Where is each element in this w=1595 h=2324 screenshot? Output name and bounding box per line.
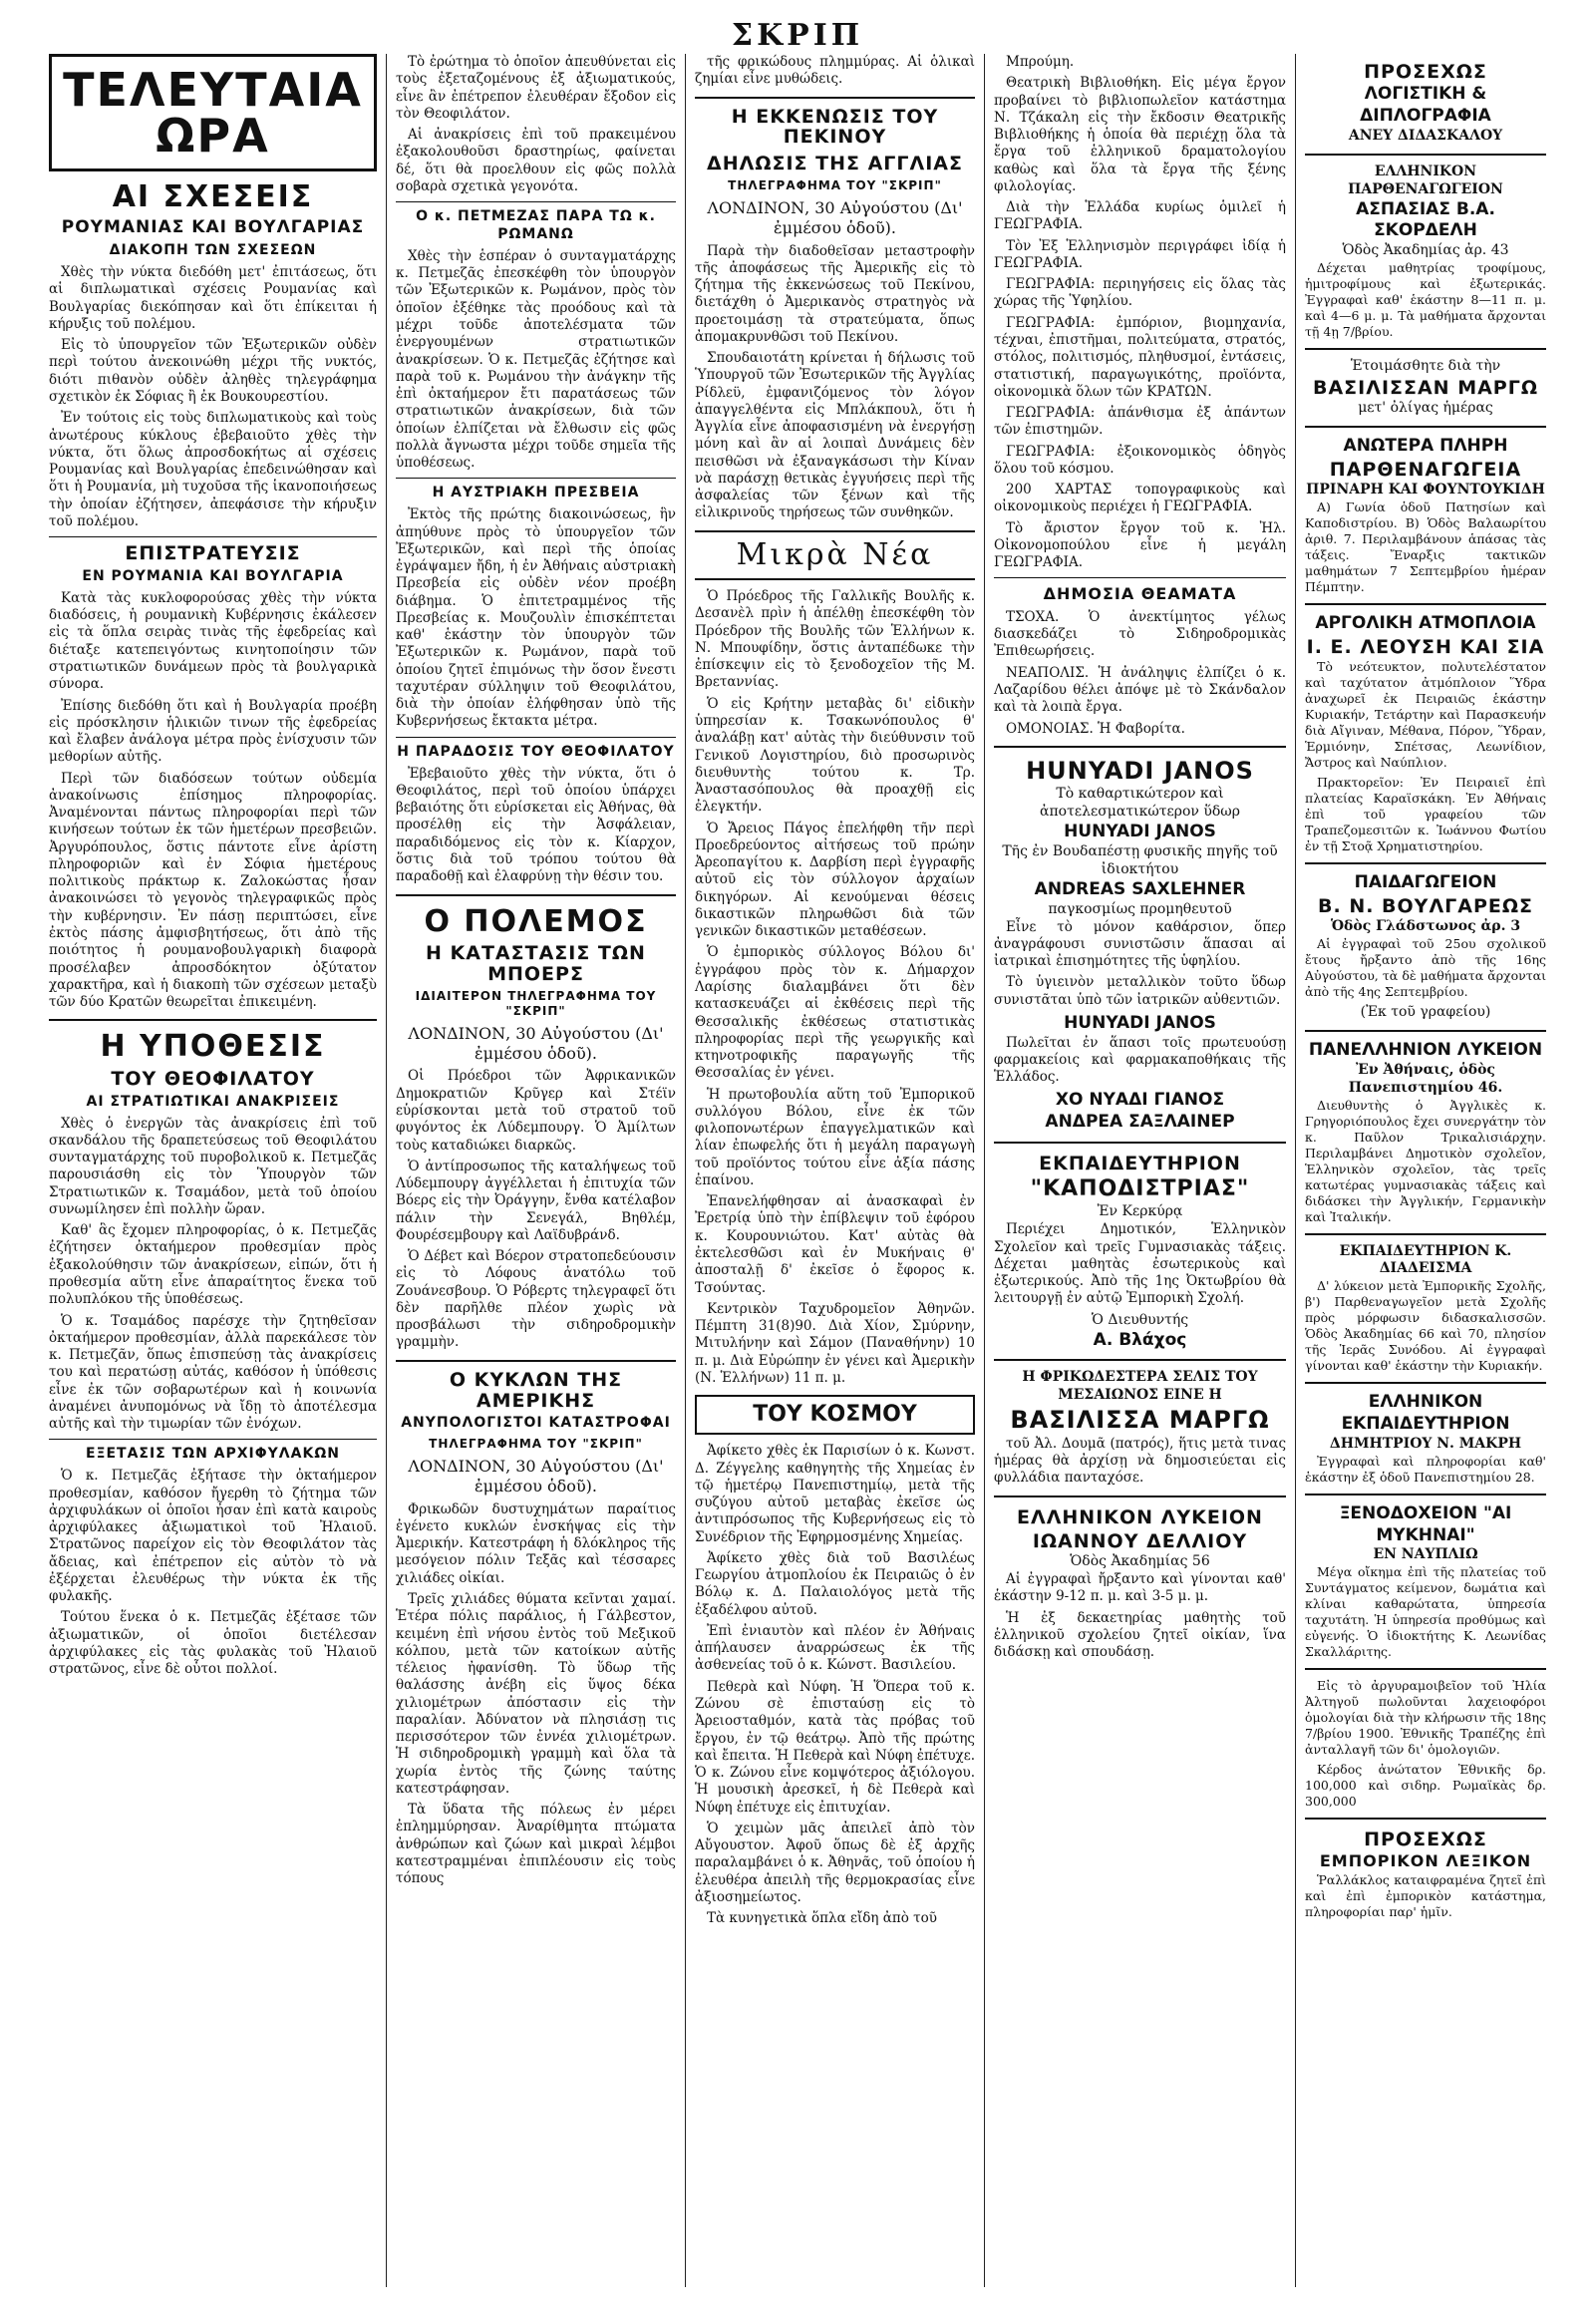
subhead-telegram: ΙΔΙΑΙΤΕΡΟΝ ΤΗΛΕΓΡΑΦΗΜΑ ΤΟΥ "ΣΚΡΙΠ" [415, 988, 657, 1019]
article-paragraph: Ὁ Δέβετ καὶ Βόερον στρατοπεδεύουσιν εἰς τὸ Λόφους ἀνατόλω τοῦ Ζουάνεσβουρ. Ὁ Ρόβερτς τηλεγραφεῖ ὅτι δὲν παρῆλθε πλέον χωρὶς νὰ προσβάλωσι τὴν σιδηροδρομικὴν γραμμὴν. [396, 1248, 676, 1351]
divider [1305, 862, 1546, 864]
divider [396, 894, 676, 896]
article-paragraph: Τὰ ὕδατα τῆς πόλεως ἐν μέρει ἐπλημμύρησαν. Ἀναρίθμητα πτώματα ἀνθρώπων καὶ ζώων καὶ μικραὶ λέμβοι κατεστραμμέναι ἐπιπλέουσιν εἰς τοὺς τόπους [396, 1802, 676, 1887]
ad-commercial-dictionary [1305, 1827, 1546, 1920]
article-paragraph: τῆς φρικώδους πλημμύρας. Αἱ ὁλικαὶ ζημίαι εἶνε μυθώδεις. [695, 54, 975, 88]
news-item: Ἐπανελήφθησαν αἱ ἀνασκαφαὶ ἐν Ἐρετρίᾳ ὑπὸ τὴν ἐπίβλεψιν τοῦ ἐφόρου κ. Κουρουνιώτου. Κατ' αὐτὰς θὰ ἐκτελεσθῶσι καὶ ἐν Μυκήναις θ' ἀποσταλῇ δ' ἐκεῖσε ὁ ἔφορος κ. Τσούντας. [695, 1193, 975, 1296]
headline-war: Ο ΠΟΛΕΜΟΣ [424, 903, 648, 939]
ad-title: ΠΑΙΔΑΓΩΓΕΙΟΝ [1354, 872, 1497, 893]
ad-hunyadi-janos [994, 756, 1286, 1134]
article-paragraph: Ἐκτὸς τῆς πρώτης διακοινώσεως, ἣν ἀπηύθυνε πρὸς τὸ ὑπουργεῖον τῶν Ἐξωτερικῶν, καὶ περὶ τῆς ὁποίας ἐγράψαμεν ἤδη, ἡ ἐν Ἀθήναις αὐστριακὴ Πρεσβεία εἰς οὐδὲν νέον προέβη διάβημα. Ὁ ἐπιτετραμμένος τῆς Πρεσβείας κ. Μουζουλὶν ἐπισκέπτεται καθ' ἑκάστην τὸν ὑπουργὸν τῶν Ἐξωτερικῶν κ. Ρωμάνον, παρὰ τοῦ ὁποίου ζητεῖ ἐπιμόνως τὴν ὅσον ἔνεστι ταχυτέραν σύλληψιν τοῦ Θεοφιλάτου, διὰ τὴν ὁποίαν ἐλήφθησαν ὑπὸ τῆς Κυβερνήσεως ἔκτακτα μέτρα. [396, 506, 676, 730]
ad-title: ΧΟ ΝΥΑΔΙ ΓΙΑΝΟΣ [1055, 1090, 1225, 1111]
ad-text: Ῥαλλάκλος καταιφραμένα ζητεῖ ἐπὶ καὶ ἐπὶ ἐμπορικὸν κατάστημα, πληροφορίαι παρ' ἡμῖν. [1305, 1871, 1546, 1919]
ad-text: Ἑτοιμάσθητε διὰ τὴν [1350, 357, 1501, 374]
ad-text: Η ΦΡΙΚΩΔΕΣΤΕΡΑ ΣΕΛΙΣ ΤΟΥ ΜΕΣΑΙΩΝΟΣ ΕΙΝΕ Η [1022, 1369, 1258, 1404]
subhead-catastrophes: ΑΝΥΠΟΛΟΓΙΣΤΟΙ ΚΑΤΑΣΤΡΟΦΑΙ [401, 1415, 671, 1432]
article-paragraph: Αἱ ἀνακρίσεις ἐπὶ τοῦ πρακειμένου ἐξακολουθοῦσι δραστηρίως, φαίνεται δέ, ὅτι θὰ προελθουν εἰς φῶς πολλὰ σοβαρὰ σχετικὰ γεγονότα. [396, 127, 676, 194]
ad-name: Α. Βλάχος [1093, 1329, 1187, 1350]
divider [695, 97, 975, 99]
subhead-england-declaration: ΔΗΛΩΣΙΣ ΤΗΣ ΑΓΓΛΙΑΣ [707, 153, 963, 175]
ad-title: ΒΑΣΙΛΙΣΣΑ ΜΑΡΓΩ [1010, 1406, 1270, 1435]
ad-text: Τὸ καθαρτικώτερον καὶ ἀποτελεσματικώτερον ὕδωρ [1040, 786, 1240, 821]
ad-text: Τὸ ὑγιεινὸν μεταλλικὸν τοῦτο ὕδωρ συνιστᾶται ὑπὸ τῶν ἰατρικῶν αὐθεντιῶν. [994, 974, 1286, 1008]
news-item: ΟΜΟΝΟΙΑΣ. Ἡ Φαβορίτα. [1006, 720, 1185, 737]
divider [396, 201, 676, 202]
divider [49, 536, 377, 537]
article-paragraph: Καθ' ἃς ἔχομεν πληροφορίας, ὁ κ. Πετμεζᾶς ἐζήτησεν ὀκταήμερον προθεσμίαν πρὸς ἐξακολούθησιν τῶν ἀνακρίσεων, εἰπών, ὅτι ἡ προθεσμία αὕτη εἶνε ἀπαραίτητος ἕνεκα τοῦ πολυπλόκου τῆς ὑποθέσεως. [49, 1222, 377, 1308]
subhead-examination-wardens: ΕΞΕΤΑΣΙΣ ΤΩΝ ΑΡΧΙΦΥΛΑΚΩΝ [86, 1446, 340, 1463]
ad-panhellenic-lyceum [1305, 1040, 1546, 1225]
news-item: Τὸν Ἐξ Ἑλληνισμὸν περιγράφει ἰδίᾳ ἡ ΓΕΩΓΡΑΦΙΑ. [994, 237, 1286, 271]
article-paragraph: Ὁ κ. Τσαμάδος παρέσχε τὴν ζητηθεῖσαν ὀκταήμερον προθεσμίαν, ἀλλὰ παρεκάλεσε τὸν κ. Πετμεζᾶν, ὅπως ἐπισπεύσῃ τὰς ἀνακρίσεις του καὶ περατώσῃ αὐτάς, καθόσον ἡ ὑπόθεσις εἶνε ἐκ τῶν σοβαρωτέρων καὶ ἡ κοινωνία ἀναμένει ἀνυπομόνως νὰ ἴδῃ τὸ ἀποτέλεσμα αὐτῆς καὶ τὴν τιμωρίαν τῶν ἐνόχων. [49, 1312, 377, 1433]
divider [994, 1142, 1286, 1144]
ad-title: HUNYADI JANOS [1064, 1012, 1216, 1033]
ad-title: ΕΛΛΗΝΙΚΟΝ [1368, 1392, 1483, 1413]
news-item: ΓΕΩΓΡΑΦΙΑ: ἐμπόριον, βιομηχανία, τέχναι, ἐπιστῆμαι, πολιτεύματα, στρατός, στόλος, πολιτισμός, πληθυσμοί, ἐντάσεις, στατιστική, παραγωγικότης, προϊόντα, οἰκονομικὰ ὅλων τῶν ΚΡΑΤΩΝ. [994, 314, 1286, 400]
ad-title: Β. Ν. ΒΟΥΛΓΑΡΕΩΣ [1318, 894, 1533, 917]
divider [1305, 1233, 1546, 1235]
ad-text: Εἰς τὸ ἀργυραμοιβεῖον τοῦ Ἠλία Ἀλτηγοῦ πωλοῦνται λαχειοφόροι ὁμολογίαι διὰ τὴν κλήρωσιν τῆς 18ης 7/βρίου 1900. Ἐθνικῆς Τραπέζης ἐπὶ ἀνταλλαγῆ τῶν δι' ὁμολογιῶν. [1305, 1678, 1546, 1758]
ad-name: ANDREAS SAXLEHNER [1034, 878, 1246, 899]
divider [994, 1495, 1286, 1497]
news-item: Μπρούμη. [1006, 54, 1075, 70]
divider [1305, 1030, 1546, 1032]
subhead-breakoff: ΔΙΑΚΟΠΗ ΤΩΝ ΣΧΕΣΕΩΝ [109, 242, 317, 259]
news-item: ΓΕΩΓΡΑΦΙΑ: ἐξοικονομικὸς ὁδηγὸς ὅλου τοῦ κόσμου. [994, 443, 1286, 477]
subhead-mobilization: ΕΝ ΡΟΥΜΑΝΙΑ ΚΑΙ ΒΟΥΛΓΑΡΙΑ [82, 568, 344, 585]
article-paragraph: Κατὰ τὰς κυκλοφορούσας χθὲς τὴν νύκτα διαδόσεις, ἡ ρουμανικὴ Κυβέρνησις ἐκάλεσεν εἰς τὰ ὅπλα σειρὰς τινὰς τῆς ἐφεδρείας καὶ διέταξε κατεπειγόντως κινητοποίησιν τῶν στρατιωτικῶν δυνάμεων πρὸς τὰ βουλγαρικὰ σύνορα. [49, 589, 377, 693]
section-small-news: Μικρὰ Νέα [695, 530, 975, 580]
article-paragraph: Ὁ ἀντίπροσωπος τῆς καταλήψεως τοῦ Λύδεμπουργ ἀγγέλλεται ἡ ἐπιτυχία τῶν Βόερς εἰς τὴν Ὀράγγην, ἔνθα κατέλαβον πάλιν τὴν Σενεγάλ, Βηθλέμ, Φουρέσεμβουργ καὶ Λαϊδυβράνδ. [396, 1158, 676, 1243]
masthead: ΣΚΡΙΠ [731, 18, 864, 53]
ad-title: HUNYADI JANOS [1026, 756, 1254, 785]
ad-mycenae-hotel [1305, 1503, 1546, 1660]
news-item: Τὸ ἄριστον ἔργον τοῦ κ. Ἠλ. Οἰκονομοπούλου εἶνε ἡ μεγάλη ΓΕΩΓΡΑΦΙΑ. [994, 519, 1286, 571]
news-item: ΓΕΩΓΡΑΦΙΑ: ἀπάνθισμα ἐξ ἁπάντων τῶν ἐπιστημῶν. [994, 405, 1286, 439]
ad-title: ΕΚΠΑΙΔΕΥΤΗΡΙΟΝ [1039, 1152, 1241, 1174]
ad-text: τοῦ Ἀλ. Δουμᾶ (πατρός), ἥτις μετὰ τινας ἡμέρας θὰ ἀρχίσῃ νὰ δημοσιεύεται εἰς φυλλάδια πανταχόσε. [994, 1435, 1286, 1487]
divider [1305, 348, 1546, 350]
article-paragraph: Χθὲς τὴν νύκτα διεδόθη μετ' ἐπιτάσεως, ὅτι αἱ διπλωματικαὶ σχέσεις Ρουμανίας καὶ Βουλγαρίας διεκόπησαν καὶ ὅτι ἐπίκειται ἡ κήρυξις τοῦ πολέμου. [49, 264, 377, 332]
divider [49, 1019, 377, 1021]
ad-text: Ἐγγραφαὶ καὶ πληροφορίαι καθ' ἑκάστην ἐξ ὁδοῦ Πανεπιστημίου 28. [1305, 1453, 1546, 1485]
banner-title: ΤΕΛΕΥΤΑΙΑ ΩΡΑ [63, 63, 363, 163]
ad-text: παγκοσμίως προμηθευτοῦ [1048, 900, 1232, 917]
ad-text: ΕΝ ΝΑΥΠΛΙΩ [1373, 1546, 1478, 1563]
ad-title: ΕΚΠΑΙΔΕΥΤΗΡΙΟΝ [1341, 1414, 1510, 1435]
subhead-telegram: ΤΗΛΕΓΡΑΦΗΜΑ ΤΟΥ "ΣΚΡΙΠ" [728, 178, 942, 193]
ad-text: Μέγα οἴκημα ἐπὶ τῆς πλατείας τοῦ Συντάγματος κείμενον, δωμάτια καὶ κλίναι καθαρώτατα, ὑπηρεσία ταχυτάτη. Ἡ ὑπηρεσία προθύμως καὶ εὐγενής. Ὁ ἰδιοκτήτης Κ. Λεωνίδας Σκαλλάριτης. [1305, 1564, 1546, 1660]
section-society [695, 1395, 975, 1435]
dateline: ΛΟΝΔΙΝΟΝ, 30 Αὐγούστου (Δι' ἐμμέσου ὁδοῦ). [408, 1023, 664, 1063]
news-item: Ἡ πρωτοβουλία αὕτη τοῦ Ἐμπορικοῦ συλλόγου Βόλου, εἶνε ἐκ τῶν φιλοπονωτέρων ἐπαγγελματικῶν καὶ λίαν ἐπωφελής ὅτι ἡ μεγάλη παραγωγὴ τοῦ προϊόντος τούτου εἶνε ἀξία πάσης ἐπαίνου. [695, 1086, 975, 1188]
news-item: Ὁ Ἄρειος Πάγος ἐπελήφθη τῆν περὶ Προεδρεύοντος αἰτήσεως τοῦ πρώην Ἀρεοπαγίτου κ. Δαρβίση περὶ ἐγγραφῆς αὐτοῦ εἰς τὸν σύλλογον ἀρχαίων δικηγόρων. Αἱ κενούμεναι θέσεις δικαστικῶν πληρωθῶσι διὰ τῶν γενικῶν δικαστικῶν μεταθέσεων. [695, 820, 975, 940]
ad-text: ΠΡΙΝΑΡΗ ΚΑΙ ΦΟΥΝΤΟΥΚΙΔΗ [1306, 482, 1545, 498]
ad-text: Διευθυντὴς ὁ Ἀγγλικὲς κ. Γρηγοριόπουλος ἔχει συνεργάτην τὸν κ. Παῦλον Τρικαλισιάρχην. Περιλαμβάνει Δημοτικὸν σχολεῖον, Ἑλληνικὸν σχολεῖον, τὰς τρεῖς κατωτέρας γυμνασιακὰς τάξεις καὶ διδάσκει τὴν Ἀγγλικήν, Γερμανικὴν καὶ Ἰταλικήν. [1305, 1097, 1546, 1224]
ad-text: Αἱ ἐγγραφαὶ ἤρξαντο καὶ γίνονται καθ' ἑκάστην 9-12 π. μ. καὶ 3-5 μ. μ. [994, 1571, 1286, 1605]
headline-public-shows: ΔΗΜΟΣΙΑ ΘΕΑΜΑΤΑ [1043, 584, 1237, 604]
divider [396, 1360, 676, 1362]
ad-exchange [1305, 1678, 1546, 1810]
ad-title: ΠΑΝΕΛΛΗΝΙΟΝ ΛΥΚΕΙΟΝ [1308, 1039, 1543, 1060]
news-item: Ὁ χειμὼν μᾶς ἀπειλεῖ ἀπὸ τὸν Αὔγουστον. Ἀφοῦ ὅπως δὲ ἐξ ἀρχῆς παραλαμβάνει ὁ κ. Ἀθηνᾶς, τοῦ ὁποίου ἡ ἐλευθέρα ἀπειλὴ τῆς θερμοκρασίας εἶνε ἀξιοσημείωτος. [695, 1820, 975, 1905]
ad-title: ΕΛΛΗΝΙΚΟΝ ΠΑΡΘΕΝΑΓΩΓΕΙΟΝ [1348, 163, 1503, 197]
ad-title: ΠΡΟΣΕΧΩΣ [1364, 1828, 1487, 1851]
ad-text: Ὁδὸς Ἀκαδημίας ἀρ. 43 [1342, 242, 1509, 259]
ad-kapodistrias [994, 1152, 1286, 1351]
article-paragraph: Φρικωδῶν δυστυχημάτων παραίτιος ἐγένετο κυκλών ἐνσκήψας εἰς τὴν Ἀμερικήν. Κατεστράφη ἡ δλόκληρος τῆς μεσόγειον πόλιν Τεξᾶς καὶ τέσσαρες χιλιάδες οἰκίαι. [396, 1500, 676, 1586]
news-item: Κεντρικὸν Ταχυδρομεῖον Ἀθηνῶν. Πέμπτη 31(8)90. Διὰ Χίον, Σμύρνην, Μιτυλήνην καὶ Σάμον (Παναθήνην) 10 π. μ. Διὰ Εὐρώπην ἐν γένει καὶ Ἀμερικὴν (Ν. Ἑλλήνων) 11 π. μ. [695, 1300, 975, 1386]
divider [994, 577, 1286, 578]
ad-dellios-lyceum [994, 1505, 1286, 1662]
news-item: Ἀφίκετο χθὲς ἐκ Παρισίων ὁ κ. Κωνστ. Δ. Ζέγγελης καθηγητὴς τῆς Χημείας ἐν τῷ ἡμετέρῳ Πανεπιστημίῳ, μετὰ τῆς συζύγου αὐτοῦ μεταβὰς ἐκεῖσε ὡς ἀντιπρόσωπος τῆς Κυβερνήσεως εἰς τὸ Συνέδριον τῆς Ἐφηρμοσμένης Χημείας. [695, 1443, 975, 1545]
ad-title: ΑΡΓΟΛΙΚΗ ΑΤΜΟΠΛΟΙΑ [1315, 613, 1536, 634]
divider [1305, 1668, 1546, 1670]
ad-queen-margot-2 [1305, 358, 1546, 418]
subhead-theofilatos: ΤΟΥ ΘΕΟΦΙΛΑΤΟΥ [111, 1067, 315, 1090]
article-paragraph: Τὸ ἐρώτημα τὸ ὁποῖον ἀπευθύνεται εἰς τοὺς ἐξεταζομένους ἐξ ἀξιωματικούς, εἶνε ἂν ἐπέτρεπον ἐλευθέραν ἔξοδον εἰς τὸν Θεοφιλάτον. [396, 54, 676, 122]
ad-text: ΑΝΕΥ ΔΙΔΑΣΚΑΛΟΥ [1348, 127, 1503, 144]
column-4 [985, 54, 1296, 2287]
ad-text: Δ' λύκειον μετὰ Ἐμπορικῆς Σχολῆς, β') Παρθεναγωγεῖον μετὰ Σχολῆς πρὸς μόρφωσιν διδασκαλισσῶν. Ὁδὸς Ἀκαδημίας 66 καὶ 70, πλησίον τῆς Ἱερᾶς Συνόδου. Αἱ ἐγγραφαὶ γίνονται καθ' ἑκάστην τὴν Κυριακήν. [1305, 1278, 1546, 1374]
ad-accounting [1305, 60, 1546, 146]
divider [49, 1439, 377, 1440]
column-2 [387, 54, 686, 2287]
ad-text: Περιέχει Δημοτικόν, Ἑλληνικὸν Σχολεῖον καὶ τρεῖς Γυμνασιακὰς τάξεις. Δέχεται μαθητὰς ἐσωτερικοὺς καὶ ἐξωτερικούς. Ἀπὸ τῆς 1ης Ὀκτωβρίου θὰ λειτουργῇ ἐν αὐτῷ Ἐμπορικὴ Σχολή. [994, 1221, 1286, 1307]
last-hour-banner [49, 54, 377, 171]
divider [1305, 1818, 1546, 1820]
ad-text: Ὁδὸς Γλάδστωνος ἀρ. 3 [1330, 918, 1521, 935]
ad-title: ΠΑΡΘΕΝΑΓΩΓΕΙΑ [1329, 458, 1522, 481]
ad-text: Δέχεται μαθητρίας τροφίμους, ἡμιτροφίμους καὶ ἐξωτερικάς. Ἐγγραφαὶ καθ' ἑκάστην 8—11 π. μ. καὶ 4—6 μ. μ. Τὰ μαθήματα ἄρχονται τῇ 4ῃ 7/βρίου. [1305, 259, 1546, 339]
ad-diadeisma [1305, 1243, 1546, 1375]
ad-text: Πρακτορεῖον: Ἐν Πειραιεῖ ἐπὶ πλατείας Καραϊσκάκη. Ἐν Ἀθήναις ἐπὶ τοῦ γραφείου τῶν Τραπεζομεσιτῶν κ. Ἰωάννου Φωτίου ἐν τῇ Στοᾷ Χρηματιστηρίου. [1305, 775, 1546, 854]
ad-queen-margot [994, 1369, 1286, 1487]
ad-text: Εἶνε τὸ μόνον καθάρσιον, ὅπερ ἀναγράφουσι συνιστῶσιν ἅπασαι αἱ ἰατρικαὶ ἐπισημότητες τῆς ὑφηλίου. [994, 918, 1286, 970]
ad-voulgareos-school [1305, 872, 1546, 1022]
column-3 [686, 54, 985, 2287]
article-paragraph: Τούτου ἕνεκα ὁ κ. Πετμεζᾶς ἐξέτασε τῶν ἀξιωματικῶν, οἱ ὁποῖοι διετέλεσαν ἀρχιφύλακες εἰς τὰς φυλακὰς τοῦ Ἠλαιοῦ στρατῶνος, εἶνε δὲ οὗτοι πολλοί. [49, 1609, 377, 1678]
ad-text: Αἱ ἐγγραφαὶ τοῦ 25ου σχολικοῦ ἔτους ἤρξαντο ἀπὸ τῆς 16ης Αὐγούστου, τὰ δὲ μαθήματα ἄρχονται ἀπὸ τῆς 4ης Σεπτεμβρίου. [1305, 936, 1546, 1000]
ad-text: Ἐν Κερκύρᾳ [1097, 1203, 1183, 1220]
article-paragraph: Οἱ Πρόεδροι τῶν Ἀφρικανικῶν Δημοκρατιῶν Κρῦγερ καὶ Στέϊν εὑρίσκονται μετὰ τοῦ στρατοῦ τοῦ φυγόντος ἐκ Λύδεμπουργ. Ὁ Ἀμίλτων τοὺς καταδιώκει διαρκῶς. [396, 1068, 676, 1154]
ad-name: ΑΣΠΑΣΙΑΣ Β.Α. ΣΚΟΡΔΕΛΗ [1356, 198, 1495, 241]
divider [1305, 1494, 1546, 1495]
ad-text: Ὁδὸς Ἀκαδημίας 56 [1070, 1553, 1210, 1570]
subhead-military-inquiries: ΑΙ ΣΤΡΑΤΙΩΤΙΚΑΙ ΑΝΑΚΡΙΣΕΙΣ [86, 1093, 340, 1110]
column-5 [1296, 54, 1555, 2287]
article-paragraph: Σπουδαιοτάτη κρίνεται ἡ δήλωσις τοῦ Ὑπουργοῦ τῶν Ἐσωτερικῶν τῆς Ἀγγλίας Ρίδλεϋ, ἐμφανιζόμενος τὸν λόγον ἀπαγγελθέντα εἰς Μπλάκπουλ, ὅτι ἡ Ἀγγλία εἶνε ἀποφασισμένη νὰ ἐνεργήσῃ μόνη καὶ ἂν αἱ λοιπαὶ Δυνάμεις δὲν πεισθῶσι νὰ ἐξαναγκάσωσι τὴν Κίναν νὰ παράσχῃ θετικὰς ἐγγυήσεις περὶ τῆς ἀσφαλείας τῶν ξένων καὶ τῆς εἰλικρινοῦς τηρήσεως τῶν συνθηκῶν. [695, 350, 975, 521]
ad-text: Α) Γωνία ὁδοῦ Πατησίων καὶ Καποδιστρίου. Β) Ὁδὸς Βαλαωρίτου ἀριθ. 7. Περιλαμβάνουν ἁπάσας τὰς τάξεις. Ἔναρξις τακτικῶν μαθημάτων 7 Σεπτεμβρίου ἡμέραν Πέμπτην. [1305, 499, 1546, 595]
ad-skordeli-school [1305, 164, 1546, 340]
headline-theofilatos-case: Η ΥΠΟΘΕΣΙΣ [100, 1029, 326, 1065]
ad-title: ΛΟΓΙΣΤΙΚΗ & ΔΙΠΛΟΓΡΑΦΙΑ [1360, 84, 1491, 127]
article-paragraph: Περὶ τῶν διαδόσεων τούτων οὐδεμία ἀνακοίνωσις ἐπίσημος πληροφορίας. Ἀναμένονται πάντως πληροφορίαι περὶ τῶν κινήσεων τούτων ἐκ τῶν ἡμετέρων πρεσβειῶν. Ἀργυρόπουλος, ὅστις πάντοτε εἶνε ἀρίστη πληροφοριῶν καὶ ἐν Σόφια ἡμετέρους πολιτικοὺς πράκτωρ κ. Ζαλοκώστας ἦσαν ἀνακοινώσει τὸ γεγονὸς τηλεγραφικῶς πρὸς τὴν κυβέρνησιν. Ἐν πάσῃ περιπτώσει, εἶνε ἐκτὸς πάσης ἀμφισβητήσεως, ὅτι ἀπὸ τῆς ποιότητος ἡ ρουμανοβουλγαρικὴ διαφορὰ προσέλαβεν ἀπροσδόκητον ὀξύτατον χαρακτῆρα, καὶ ἡ διακοπὴ τῶν σχέσεων μεταξὺ τῶν δύο Κρατῶν θεωρεῖται ἐπικειμένη. [49, 770, 377, 1011]
news-item: Θεατρικὴ Βιβλιοθήκη. Εἰς μέγα ἔργον προβαίνει τὸ βιβλιοπωλεῖον κατάστημα Ν. Τζάκαλη εἰς τὴν ἔκδοσιν Θεατρικῆς Βιβλιοθήκης ἡ ὁποία θὰ περιέχῃ ὅλα τὰ ἔργα τοῦ ἑλληνικοῦ δραματολογίου καθὼς καὶ ὅλα τὰ ἔργα τῆς ξένης φιλολογίας. [994, 75, 1286, 194]
ad-title: ΠΡΟΣΕΧΩΣ [1364, 61, 1487, 83]
news-item: Ὁ Πρόεδρος τῆς Γαλλικῆς Βουλῆς κ. Δεσανὲλ πρὶν ἡ ἀπέλθῃ ἐπεσκέφθη τὸν Πρόεδρον τῆς Βουλῆς τῶν Ἑλλήνων κ. Ν. Μπουφίδην, ὅστις ἀνταπέδωκε τὴν ἐπίσκεψιν εἰς τὸ ξενοδοχεῖον τῆς Μ. Βρεταννίας. [695, 588, 975, 691]
dateline: ΛΟΝΔΙΝΟΝ, 30 Αὐγούστου (Δι' ἐμμέσου ὁδοῦ). [707, 197, 963, 238]
article-paragraph: Παρὰ τὴν διαδοθεῖσαν μεταστροφὴν τῆς ἀποφάσεως τῆς Ἀμερικῆς εἰς τὸ ζήτημα τῆς ἐκκενώσεως τοῦ Πεκίνου, διετάχθη ὁ Ἀμερικανὸς στρατηγὸς νὰ προετοιμάσῃ τὰ στρατεύματα, ὅπως ἀπομακρυνθῶσι τοῦ Πεκίνου. [695, 242, 975, 345]
ad-text: Ἐν Ἀθήναις, ὁδὸς Πανεπιστημίου 46. [1348, 1061, 1503, 1096]
news-item: Πεθερὰ καὶ Νύφη. Ἡ Ὅπερα τοῦ κ. Ζώνου σὲ ἐπισταύσῃ εἰς τὸ Ἀρειοσταθμόν, κατὰ τὰς πρόβας τοῦ ἔργου, ἐν τῷ θεάτρῳ. Ἀπὸ τῆς πρώτης καὶ ἔπειτα. Ἡ Πεθερὰ καὶ Νύφη ἐπέτυχε. Ὁ κ. Ζώνου εἶνε κομψότερος ἀξιόλογου. Ἡ μουσικὴ ἀρεσκεῖ, ἡ δὲ Πεθερὰ καὶ Νύφη ἐπέτυχε εἰς ἐπιτυχίαν. [695, 1678, 975, 1816]
divider [1305, 154, 1546, 156]
headline-relations: ΑΙ ΣΧΕΣΕΙΣ [112, 179, 314, 214]
ad-title: ΞΕΝΟΔΟΧΕΙΟΝ "ΑΙ ΜΥΚΗΝΑΙ" [1339, 1502, 1512, 1545]
ad-makris-school [1305, 1392, 1546, 1485]
article-paragraph: Ἐβεβαιοῦτο χθὲς τὴν νύκτα, ὅτι ὁ Θεοφιλάτος, περὶ τοῦ ὁποίου ὑπάρχει βεβαιότης ὅτι εὑρίσκεται εἰς Ἀθήνας, θὰ προσέλθῃ εἰς τὴν Ἀσφάλειαν, παραδιδόμενος εἰς τὸν κ. Κίαρχον, ὅστις διὰ τοῦ τρόπου τούτου θὰ παραδοθῇ καὶ ἐλαφρύνῃ τὴν θέσιν του. [396, 765, 676, 885]
subhead-romania-bulgaria: ΡΟΥΜΑΝΙΑΣ ΚΑΙ ΒΟΥΛΓΑΡΙΑΣ [61, 216, 365, 237]
news-item: ΤΣΟΧΑ. Ὁ ἀνεκτίμητος γέλως διασκεδάζει τὸ Σιδηροδρομικὰς Ἐπιθεωρήσεις. [994, 608, 1286, 660]
news-item: Ὁ ἐμπορικὸς σύλλογος Βόλου δι' ἐγγράφου πρὸς τὸν κ. Δήμαρχον Λαρίσης διαλαμβάνει ὅτι δὲν κατασκευάζει αἱ ἐκθέσεις περὶ τῆς Θεσσαλικῆς ἐκθέσεως στατιστικὰς πληροφορίας περὶ τῆς γεωργικῆς καὶ κτηνοτροφικῆς παραγωγῆς τῆς Θεσσαλίας ἐν γένει. [695, 944, 975, 1082]
ad-title: ΕΛΛΗΝΙΚΟΝ ΛΥΚΕΙΟΝ [1017, 1505, 1263, 1528]
ad-title: ΒΑΣΙΛΙΣΣΑΝ ΜΑΡΓΩ [1313, 376, 1538, 399]
news-item: 200 ΧΑΡΤΑΣ τοπογραφικοὺς καὶ οἰκονομικοὺς περιέχει ἡ ΓΕΩΓΡΑΦΙΑ. [994, 482, 1286, 515]
subhead-boers: Η ΚΑΤΑΣΤΑΣΙΣ ΤΩΝ ΜΠΟΕΡΣ [426, 942, 646, 985]
section-society-title: ΤΟΥ ΚΟΣΜΟΥ [753, 1402, 917, 1428]
ad-title: HUNYADI JANOS [1064, 822, 1216, 842]
ad-name: ΑΝΔΡΕΑ ΣΑΞΛΑΙΝΕΡ [1045, 1112, 1235, 1133]
ad-text: Κέρδος ἀνώτατον Ἐθνικῆς δρ. 100,000 καὶ σιδηρ. Ρωμαϊκὰς δρ. 300,000 [1305, 1762, 1546, 1810]
ad-text: μετ' ὀλίγας ἡμέρας [1358, 400, 1493, 417]
ad-title: ΕΜΠΟΡΙΚΟΝ ΛΕΞΙΚΟΝ [1319, 1851, 1532, 1871]
ad-text: Τῆς ἐν Βουδαπέστῃ φυσικῆς πηγῆς τοῦ ἰδιοκτήτου [1002, 843, 1278, 877]
article-paragraph: Ἐπίσης διεδόθη ὅτι καὶ ἡ Βουλγαρία προέβη εἰς πρόσκλησιν ἡλικιῶν τινων τῆς ἐφεδρείας καὶ ἔλαβεν ἀνάλογα μέτρα πρὸς ἐνίσχυσιν τῶν μεθορίων αὐτῆς. [49, 697, 377, 766]
divider [994, 746, 1286, 748]
ad-text: Πωλεῖται ἐν ἅπασι τοῖς πρωτευούσῃ φαρμακείοις καὶ φαρμακαποθήκαις τῆς Ἑλλάδος. [994, 1034, 1286, 1086]
article-paragraph: Εἰς τὸ ὑπουργεῖον τῶν Ἐξωτερικῶν οὐδὲν περὶ τούτου ἀνεκοινώθη μέχρι τῆς νυκτός, διότι πιθανὸν οὐδὲν ἀληθὲς τηλεγράφημα σχετικὸν ἐκ Σόφιας ἢ ἐκ Βουκουρεστίου. [49, 337, 377, 406]
news-item: Ὁ εἰς Κρήτην μεταβὰς δι' εἰδικὴν ὑπηρεσίαν κ. Τσακωνόπουλος θ' ἀναλάβῃ κατ' αὐτὰς τὴν διεύθυνσιν τοῦ Γενικοῦ Λογιστηρίου, διὸ προσωρινὸς διευθυντὴς τούτου κ. Τρ. Ἀναστασόπουλος θὰ προαχθῇ εἰς ἐλεγκτήν. [695, 695, 975, 816]
headline-cyclone: Ο ΚΥΚΛΩΝ ΤΗΣ ΑΜΕΡΙΚΗΣ [449, 1368, 623, 1412]
article-paragraph: Ἐν τούτοις εἰς τοὺς διπλωματικοὺς καὶ τοὺς ἀνωτέρους κύκλους ἐβεβαιοῦτο χθὲς τὴν νύκτα, ὅτι ὅλως ἀπροσδοκήτως αἱ σχέσεις Ρουμανίας καὶ Βουλγαρίας ἐπεδεινώθησαν καὶ ὅτι ἡ Ρουμανία, μὴ τυχοῦσα τῆς ἱκανοποιήσεως τὴν ὁποίαν ἐζήτησεν, ἀπεφάσισε τὴν κήρυξιν τοῦ πολέμου. [49, 410, 377, 529]
subhead-surrender: Η ΠΑΡΑΔΟΣΙΣ ΤΟΥ ΘΕΟΦΙΛΑΤΟΥ [397, 743, 675, 760]
news-item: Ἐπὶ ἐνιαυτὸν καὶ πλέον ἐν Ἀθήναις ἀπήλαυσεν ἀναρρώσεως ἐκ τῆς ἀσθενείας τοῦ ὁ κ. Κώνστ. Βασιλείου. [695, 1622, 975, 1674]
headline-peking-evacuation: Η ΕΚΚΕΝΩΣΙΣ ΤΟΥ ΠΕΚΙΝΟΥ [731, 105, 939, 149]
columns [40, 54, 1555, 2287]
headline-mobilization: ΕΠΙΣΤΡΑΤΕΥΣΙΣ [125, 542, 301, 565]
ad-text: Τὸ νεότευκτον, πολυτελέστατον καὶ ταχύτατον ἀτμόπλοιον Ὕδρα ἀναχωρεῖ ἐκ Πειραιῶς ἑκάστην Κυριακήν, Τετάρτην καὶ Παρασκευήν διὰ Αἴγιναν, Μέθανα, Πόρον, Ὕδραν, Ἑρμιόνην, Σπέτσας, Λεωνίδιον, Ἄστρος καὶ Ναύπλιον. [1305, 659, 1546, 771]
news-item: ΝΕΑΠΟΛΙΣ. Ἡ ἀνάληψις ἐλπίζει ὁ κ. Λαζαρίδου θέλει ἀπόψε μὲ τὸ Σκάνδαλον καὶ τὰ λοιπὰ ἔργα. [994, 664, 1286, 716]
ad-title: "ΚΑΠΟΔΙΣΤΡΙΑΣ" [1030, 1176, 1250, 1202]
news-item: Διὰ τὴν Ἑλλάδα κυρίως ὁμιλεῖ ἡ ΓΕΩΓΡΑΦΙΑ. [994, 199, 1286, 233]
dateline: ΛΟΝΔΙΝΟΝ, 30 Αὐγούστου (Δι' ἐμμέσου ὁδοῦ). [408, 1456, 664, 1496]
divider [1305, 426, 1546, 428]
divider [994, 1359, 1286, 1361]
divider [396, 737, 676, 738]
news-item: Ἀφίκετο χθὲς διὰ τοῦ Βασιλέως Γεωργίου ἀτμοπλοίου ἐκ Πειραιῶς ὁ ἐν Βόλῳ κ. Δ. Παλαιολόγος μετὰ τῆς ἐξαδέλφου αὐτοῦ. [695, 1549, 975, 1618]
ad-title: ΕΚΠΑΙΔΕΥΤΗΡΙΟΝ Κ. ΔΙΑΔΕΙΣΜΑ [1339, 1242, 1512, 1277]
divider [396, 478, 676, 479]
divider [1305, 603, 1546, 605]
ad-text: Ἡ ἐξ δεκαετηρίας μαθητὴς τοῦ ἑλληνικοῦ σχολείου ζητεῖ οἰκίαν, ἵνα διδάσκῃ καὶ σπουδάσῃ. [994, 1609, 1286, 1661]
ad-title: ΙΩΑΝΝΟΥ ΔΕΛΛΙΟΥ [1032, 1529, 1248, 1552]
subhead-petmezas-romanos: Ο κ. ΠΕΤΜΕΖΑΣ ΠΑΡΑ ΤΩ κ. ΡΩΜΑΝΩ [416, 208, 656, 243]
subhead-telegram: ΤΗΛΕΓΡΑΦΗΜΑ ΤΟΥ "ΣΚΡΙΠ" [429, 1437, 643, 1452]
column-1 [40, 54, 387, 2287]
ad-title: ΑΝΩΤΕΡΑ ΠΛΗΡΗ [1343, 436, 1508, 457]
news-item: ΓΕΩΓΡΑΦΙΑ: περιηγήσεις εἰς ὅλας τὰς χώρας τῆς Ὑφηλίου. [994, 276, 1286, 310]
article-paragraph: Χθὲς ὁ ἐνεργῶν τὰς ἀνακρίσεις ἐπὶ τοῦ σκανδάλου τῆς δραπετεύσεως τοῦ Θεοφιλάτου συνταγματάρχης τοῦ πυροβολικοῦ κ. Πετμεζᾶς παρουσιάσθη εἰς τὸν Ὑπουργὸν τῶν Στρατιωτικῶν κ. Τσαμάδον, μετὰ τοῦ ὁποίου συνωμίλησεν ἐπὶ πολλὴν ὥραν. [49, 1115, 377, 1217]
ad-text: ΔΗΜΗΤΡΙΟΥ Ν. ΜΑΚΡΗ [1329, 1435, 1522, 1452]
ad-text: (Ἐκ τοῦ γραφείου) [1360, 1004, 1491, 1021]
subhead-austrian-embassy: Η ΑΥΣΤΡΙΑΚΗ ΠΡΕΣΒΕΙΑ [432, 485, 640, 501]
divider [1305, 1382, 1546, 1384]
ad-argolic-steamship [1305, 613, 1546, 854]
article-paragraph: Τρεῖς χιλιάδες θύματα κεῖνται χαμαί. Ἑτέρα πόλις παράλιος, ἡ Γάλβεστον, κειμένη ἐπὶ νήσου ἐντὸς τοῦ Μεξικοῦ κόλπου, μετὰ τῶν κατοίκων αὐτῆς τέλειος ἠφανίσθη. Τὸ ὕδωρ τῆς θαλάσσης ἀνέβη εἰς ὕψος δέκα χιλιομέτρων ἀπόστασιν εἰς τὴν παραλίαν. Ἀδύνατον νὰ πλησιάσῃ τις περισσότερον τῶν ἐννέα χιλιομέτρων. Ἡ σιδηροδρομικὴ γραμμὴ καὶ ὅλα τὰ χωρία ἐντὸς τῆς ζώνης ταύτης κατεστράφησαν. [396, 1591, 676, 1797]
article-paragraph: Χθὲς τὴν ἑσπέραν ὁ συνταγματάρχης κ. Πετμεζᾶς ἐπεσκέφθη τὸν ὑπουργὸν τῶν Ἐξωτερικῶν κ. Ρωμάνον, πρὸς τὸν ὁποῖον ἐξέθηκε τὰς προόδους καὶ τὰ μέχρι τοῦδε ἀποτελέσματα τῶν ἐνεργουμένων στρατιωτικῶν ἀνακρίσεων. Ὁ κ. Πετμεζᾶς ἐζήτησε καὶ παρὰ τοῦ κ. Ρωμάνου τὴν ἀνάγκην τῆς ἐπὶ ὀκταήμερον ἔτι παρατάσεως τῶν στρατιωτικῶν ἀνακρίσεων, διὰ τῶν ὁποίων ἐλπίζεται νὰ ἔλθωσιν εἰς φῶς πολλὰ ἄγνωστα μέχρι τοῦδε σημεῖα τῆς ὑποθέσεως. [396, 247, 676, 472]
news-item: Τὰ κυνηγετικὰ ὅπλα εἴδη ἀπὸ τοῦ [707, 1910, 937, 1927]
ad-title: Ι. Ε. ΛΕΟΥΣΗ ΚΑΙ ΣΙΑ [1306, 635, 1545, 658]
article-paragraph: Ὁ κ. Πετμεζᾶς ἐξήτασε τὴν ὀκταήμερον προθεσμίαν, καθόσον ἤγερθη τὸ ζήτημα τῶν ἀρχιφυλάκων οἱ ὁποῖοι ἦσαν ἐπὶ κατὰ καιροὺς ἀρχιφύλακες ἀξιωματικοὶ τοῦ Ἠλαιοῦ. Στρατῶνος παρείχον εἰς τὸν Θεοφιλάτον τὰς ἄδειας, καὶ ἐπέτρεπον εἰς αὐτὸν τὸ νὰ ἐξέρχεται ἐλευθέρως τὴν νύκτα ἐκ τῆς φυλακῆς. [49, 1468, 377, 1605]
ad-girls-school [1305, 436, 1546, 595]
ad-text: Ὁ Διευθυντής [1091, 1311, 1189, 1328]
